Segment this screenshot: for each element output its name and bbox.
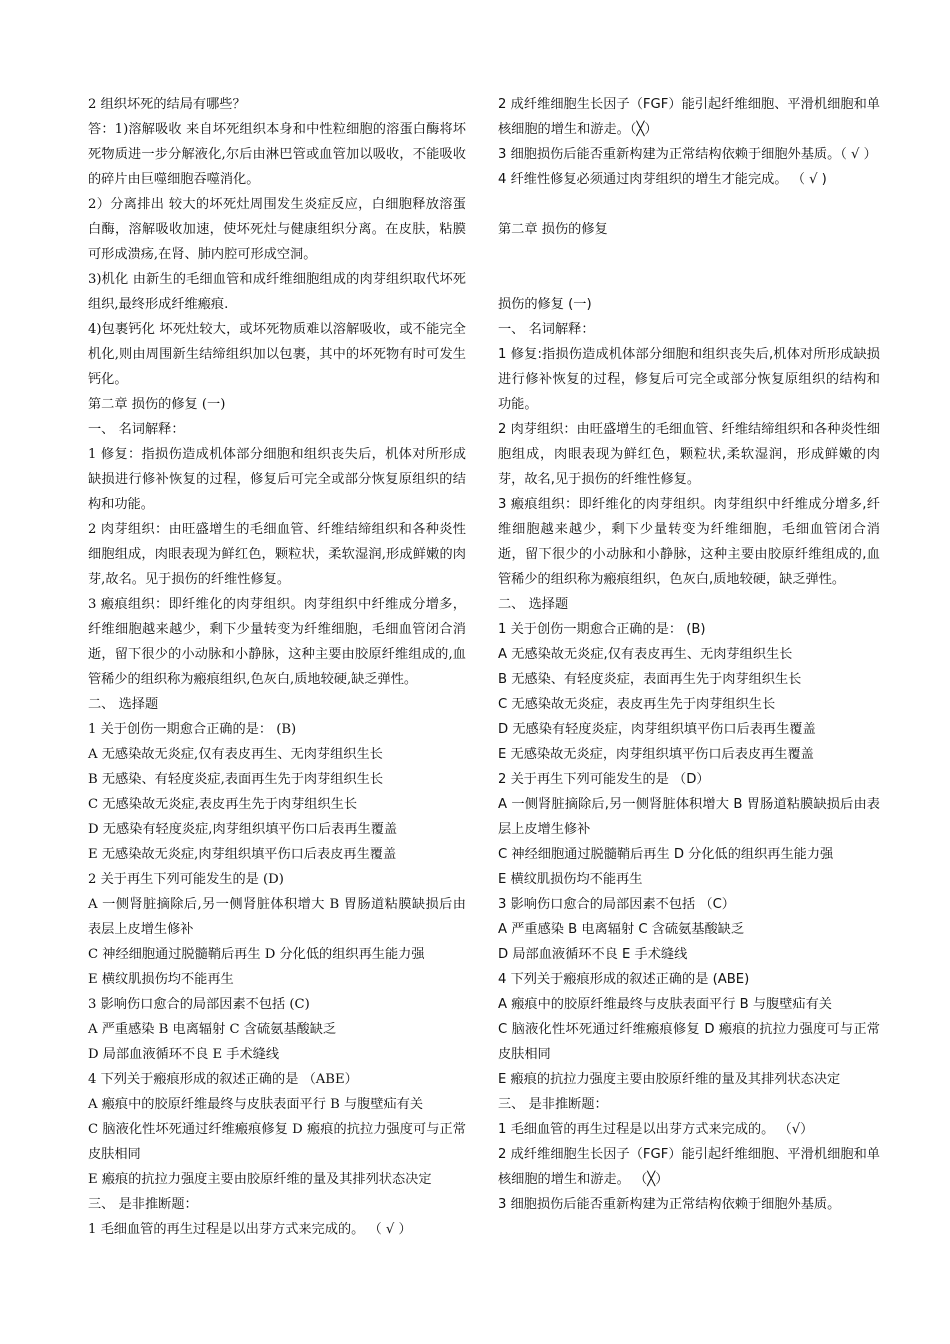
- option: D 无感染有轻度炎症，肉芽组织填平伤口后表再生覆盖: [498, 722, 816, 737]
- option: A 一侧肾脏摘除后,另一侧肾脏体积增大 B 胃肠道粘膜缺损后由表层上皮增生修补: [498, 797, 880, 837]
- question: 1 关于创伤一期愈合正确的是： (B): [498, 622, 706, 637]
- text-line: 3 瘢痕组织：即纤维化的肉芽组织。肉芽组织中纤维成分增多，纤维细胞越来越少，剩下少量转变为纤维细胞，毛细血管闭合消逝，留下很少的小动脉和小静脉，这种主要由胶原纤维组成的,血管稀少的组织称为瘢痕组织,色灰白,质地较硬,缺乏弹性。: [88, 597, 466, 687]
- option: E 横纹肌损伤均不能再生: [498, 872, 643, 887]
- option: B 无感染、有轻度炎症，表面再生先于肉芽组织生长: [498, 672, 802, 687]
- section-heading: 二、 选择题: [88, 697, 159, 712]
- option: A 严重感染 B 电离辐射 C 含硫氨基酸缺乏: [498, 922, 745, 937]
- text-line: 2）分离排出 较大的坏死灶周围发生炎症反应，白细胞释放溶蛋白酶，溶解吸收加速，使坏死灶与健康组织分离。在皮肤，粘膜可形成溃疡,在肾、肺内腔可形成空洞。: [88, 197, 466, 262]
- option: C 脑液化性坏死通过纤维瘢痕修复 D 瘢痕的抗拉力强度可与正常皮肤相同: [88, 1122, 466, 1162]
- question: 2 关于再生下列可能发生的是 （D）: [498, 772, 710, 787]
- option: C 无感染故无炎症，表皮再生先于肉芽组织生长: [498, 697, 776, 712]
- question: 4 下列关于瘢痕形成的叙述正确的是 （ABE）: [88, 1072, 358, 1087]
- option: A 严重感染 B 电离辐射 C 含硫氨基酸缺乏: [88, 1022, 337, 1037]
- text-line: 3 瘢痕组织：即纤维化的肉芽组织。肉芽组织中纤维成分增多,纤维细胞越来越少，剩下少量转变为纤维细胞，毛细血管闭合消逝，留下很少的小动脉和小静脉，这种主要由胶原纤维组成的,血管稀少的组织称为瘢痕组织，色灰白,质地较硬，缺乏弹性。: [498, 497, 880, 587]
- option: A 瘢痕中的胶原纤维最终与皮肤表面平行 B 与腹壁疝有关: [88, 1097, 424, 1112]
- right-column: [498, 92, 880, 1217]
- text-line: 2 肉芽组织：由旺盛增生的毛细血管、纤维结缔组织和各种炎性细胞组成，肉眼表现为鲜红色，颗粒状,柔软湿润，形成鲜嫩的肉芽，故名,见于损伤的纤维性修复。: [498, 422, 880, 487]
- question: 3 影响伤口愈合的局部因素不包括 （C）: [498, 897, 735, 912]
- option: A 一侧肾脏摘除后,另一侧肾脏体积增大 B 胃肠道粘膜缺损后由表层上皮增生修补: [88, 897, 466, 937]
- option: B 无感染、有轻度炎症,表面再生先于肉芽组织生长: [88, 772, 384, 787]
- statement: 3 细胞损伤后能否重新构建为正常结构依赖于细胞外基质。: [498, 1197, 841, 1212]
- option: D 无感染有轻度炎症,肉芽组织填平伤口后表再生覆盖: [88, 822, 398, 837]
- option: D 局部血液循环不良 E 手术缝线: [498, 947, 688, 962]
- chapter-heading: 第二章 损伤的修复: [498, 222, 608, 237]
- section-heading: 二、 选择题: [498, 597, 569, 612]
- section-heading: 一、 名词解释：: [498, 322, 595, 337]
- statement: 2 成纤维细胞生长因子（FGF）能引起纤维细胞、平滑机细胞和单核细胞的增生和游走。（╳）: [498, 97, 880, 137]
- text-line: 4)包裹钙化 坏死灶较大，或坏死物质难以溶解吸收，或不能完全机化,则由周围新生结缔组织加以包裹，其中的坏死物有时可发生钙化。: [88, 322, 466, 387]
- option: E 瘢痕的抗拉力强度主要由胶原纤维的量及其排列状态决定: [498, 1072, 841, 1087]
- statement: 1 毛细血管的再生过程是以出芽方式来完成的。 （√）: [498, 1122, 814, 1137]
- section-heading: 三、 是非推断题：: [88, 1197, 198, 1212]
- section-heading: 三、 是非推断题：: [498, 1097, 608, 1112]
- option: A 瘢痕中的胶原纤维最终与皮肤表面平行 B 与腹壁疝有关: [498, 997, 832, 1012]
- option: C 无感染故无炎症,表皮再生先于肉芽组织生长: [88, 797, 358, 812]
- option: D 局部血液循环不良 E 手术缝线: [88, 1047, 280, 1062]
- statement: 4 纤维性修复必须通过肉芽组织的增生才能完成。 （ √ ): [498, 172, 827, 187]
- text-line: 1 修复：指损伤造成机体部分细胞和组织丧失后，机体对所形成缺损进行修补恢复的过程，修复后可完全或部分恢复原组织的结构和功能。: [88, 447, 466, 512]
- statement: 2 成纤维细胞生长因子（FGF）能引起纤维细胞、平滑机细胞和单核细胞的增生和游走。 （╳）: [498, 1147, 880, 1187]
- text-line: 答：1)溶解吸收 来自坏死组织本身和中性粒细胞的溶蛋白酶将坏死物质进一步分解液化,尔后由淋巴管或血管加以吸收，不能吸收的碎片由巨噬细胞吞噬消化。: [88, 122, 466, 187]
- question: 1 关于创伤一期愈合正确的是： (B): [88, 722, 297, 737]
- option: E 无感染故无炎症,肉芽组织填平伤口后表皮再生覆盖: [88, 847, 397, 862]
- option: C 脑液化性坏死通过纤维瘢痕修复 D 瘢痕的抗拉力强度可与正常皮肤相同: [498, 1022, 880, 1062]
- option: E 瘢痕的抗拉力强度主要由胶原纤维的量及其排列状态决定: [88, 1172, 432, 1187]
- statement: 1 毛细血管的再生过程是以出芽方式来完成的。 （ √ ）: [88, 1222, 412, 1237]
- text-line: 2 肉芽组织：由旺盛增生的毛细血管、纤维结缔组织和各种炎性细胞组成，肉眼表现为鲜红色，颗粒状，柔软湿润,形成鲜嫩的肉芽,故名。见于损伤的纤维性修复。: [88, 522, 466, 587]
- text-line: 3)机化 由新生的毛细血管和成纤维细胞组成的肉芽组织取代坏死组织,最终形成纤维瘢痕.: [88, 272, 466, 312]
- option: E 无感染故无炎症，肉芽组织填平伤口后表皮再生覆盖: [498, 747, 814, 762]
- option: A 无感染故无炎症,仅有表皮再生、无肉芽组织生长: [498, 647, 793, 662]
- option: A 无感染故无炎症,仅有表皮再生、无肉芽组织生长: [88, 747, 383, 762]
- subchapter-heading: 损伤的修复 (一): [498, 297, 592, 312]
- option: C 神经细胞通过脱髓鞘后再生 D 分化低的组织再生能力强: [498, 847, 834, 862]
- text-line: 1 修复:指损伤造成机体部分细胞和组织丧失后,机体对所形成缺损进行修补恢复的过程，修复后可完全或部分恢复原组织的结构和功能。: [498, 347, 880, 412]
- section-heading: 一、 名词解释：: [88, 422, 185, 437]
- statement: 3 细胞损伤后能否重新构建为正常结构依赖于细胞外基质。（ √ ）: [498, 147, 877, 162]
- question: 2 关于再生下列可能发生的是 (D): [88, 872, 284, 887]
- question: 3 影响伤口愈合的局部因素不包括 (C): [88, 997, 310, 1012]
- question: 4 下列关于瘢痕形成的叙述正确的是 (ABE): [498, 972, 750, 987]
- left-column: [88, 92, 466, 1242]
- option: C 神经细胞通过脱髓鞘后再生 D 分化低的组织再生能力强: [88, 947, 425, 962]
- chapter-heading: 第二章 损伤的修复 (一): [88, 397, 226, 412]
- option: E 横纹肌损伤均不能再生: [88, 972, 234, 987]
- text-line: 2 组织坏死的结局有哪些？: [88, 97, 246, 112]
